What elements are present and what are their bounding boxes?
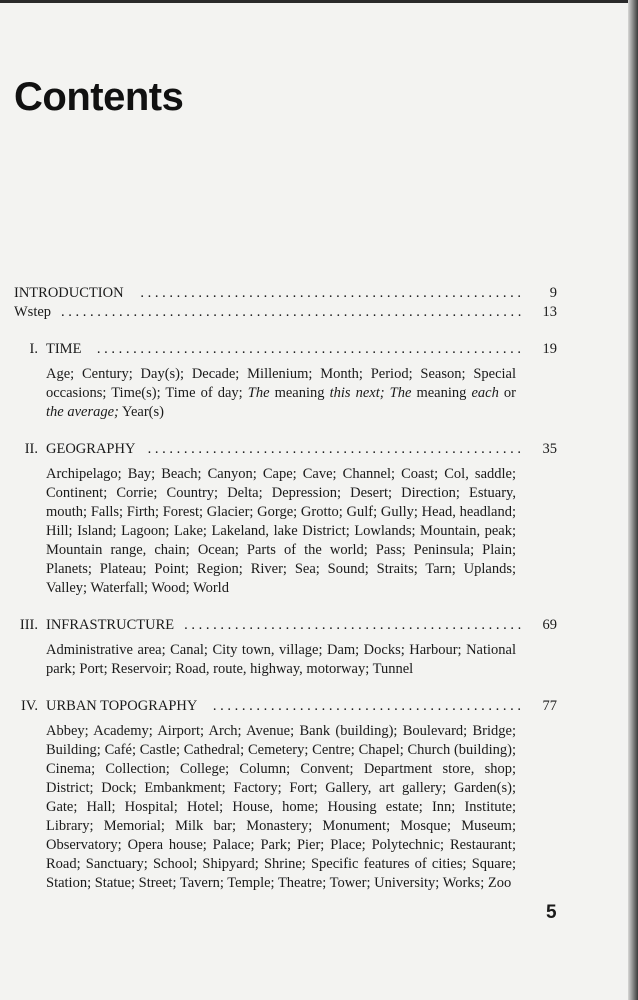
scan-top-edge (0, 0, 638, 3)
leader-dots: . . . . . . . . . . . . . . . . . . . . . . . . . . . . . . . . . . . . . . . . . . . . . . . . . . . . . . . . . . . . . . . . (61, 304, 522, 320)
chapter-topics: Archipelago; Bay; Beach; Canyon; Cape; Cave; Channel; Coast; Col, saddle; Continent; Corrie; Country; Delta; Depression; Desert; Direction; Estuary, mouth; Falls; Firth; Forest; Glacier; Gorge; Grotto; Gulf; Gully; Head, headland; Hill; Island; Lagoon; Lake; Lakeland, lake District; Lowlands; Mountain, peak; Mountain range, chain; Ocean; Parts of the world; Pass; Peninsula; Plain; Planets; Plateau; Point; Region; River; Sea; Sound; Straits; Tarn; Uplands; Valley; Waterfall; Wood; World (46, 466, 516, 596)
chapter-topics: Abbey; Academy; Airport; Arch; Avenue; Bank (building); Boulevard; Bridge; Building; Café; Castle; Cathedral; Cemetery; Centre; Chapel; Church (building); Cinema; Collection; College; Column; Convent; Department store, shop; District; Dock; Embankment; Factory; Fort; Gallery, art gallery; Garden(s); Gate; Hall; Hospital; Hotel; House, home; Housing estate; Inn; Institute; Library; Memorial; Milk bar; Monastery; Monument; Mosque; Museum; Observatory; Opera house; Palace; Park; Pier; Place; Polytechnic; Restaurant; Road; Sanctuary; School; Shipyard; Shrine; Specific features of cities; Square; Station; Statue; Street; Tavern; Temple; Theatre; Tower; University; Works; Zoo (46, 723, 516, 891)
chapter-page: 69 (542, 617, 557, 633)
chapter-numeral: I. (29, 341, 38, 357)
chapter-numeral: II. (24, 441, 38, 457)
chapter-numeral: IV. (20, 698, 38, 714)
chapter-label: INFRASTRUCTURE (46, 617, 175, 633)
chapter-label: GEOGRAPHY (46, 441, 136, 457)
toc-chapter-urban-topography[interactable] (14, 697, 557, 716)
chapter-numeral: III. (19, 617, 38, 633)
page-binding-edge (628, 0, 638, 1000)
chapter-label: TIME (46, 341, 82, 357)
chapter-page: 19 (542, 341, 557, 357)
page-number: 5 (546, 902, 557, 923)
chapter-page: 77 (542, 698, 557, 714)
entry-page: 13 (542, 304, 557, 320)
entry-page: 9 (549, 285, 557, 301)
toc-chapter-time[interactable] (14, 340, 557, 359)
toc-chapter-geography[interactable] (14, 440, 557, 459)
leader-dots: . . . . . . . . . . . . . . . . . . . . . . . . . . . . . . . . . . . . . . . . . . . . . . . (184, 617, 522, 633)
chapter-label: URBAN TOPOGRAPHY (46, 698, 198, 714)
toc-entry-introduction[interactable] (14, 284, 557, 303)
page-title: Contents (14, 75, 184, 119)
toc-chapter-infrastructure[interactable] (14, 616, 557, 635)
chapter-topics: Age; Century; Day(s); Decade; Millenium; Month; Period; Season; Special occasions; Time(s); Time of day; The meaning this next; The meaning each or the average; Year(s) (46, 366, 516, 420)
leader-dots: . . . . . . . . . . . . . . . . . . . . . . . . . . . . . . . . . . . . . . . . . . . . . . . . . . . . (147, 441, 521, 457)
chapter-page: 35 (542, 441, 557, 457)
entry-label: Wstep (14, 304, 52, 320)
chapter-topics: Administrative area; Canal; City town, village; Dam; Docks; Harbour; National park; Port; Reservoir; Road, route, highway, motorway; Tunnel (46, 642, 516, 677)
leader-dots: . . . . . . . . . . . . . . . . . . . . . . . . . . . . . . . . . . . . . . . . . . . . . . . . . . . . . (140, 285, 521, 301)
entry-label: INTRODUCTION (14, 285, 124, 301)
toc-entry-wstep[interactable] (14, 303, 557, 322)
leader-dots: . . . . . . . . . . . . . . . . . . . . . . . . . . . . . . . . . . . . . . . . . . . (212, 698, 521, 714)
table-of-contents (14, 284, 557, 893)
leader-dots: . . . . . . . . . . . . . . . . . . . . . . . . . . . . . . . . . . . . . . . . . . . . . . . . . . . . . . . . . . . (96, 341, 521, 357)
